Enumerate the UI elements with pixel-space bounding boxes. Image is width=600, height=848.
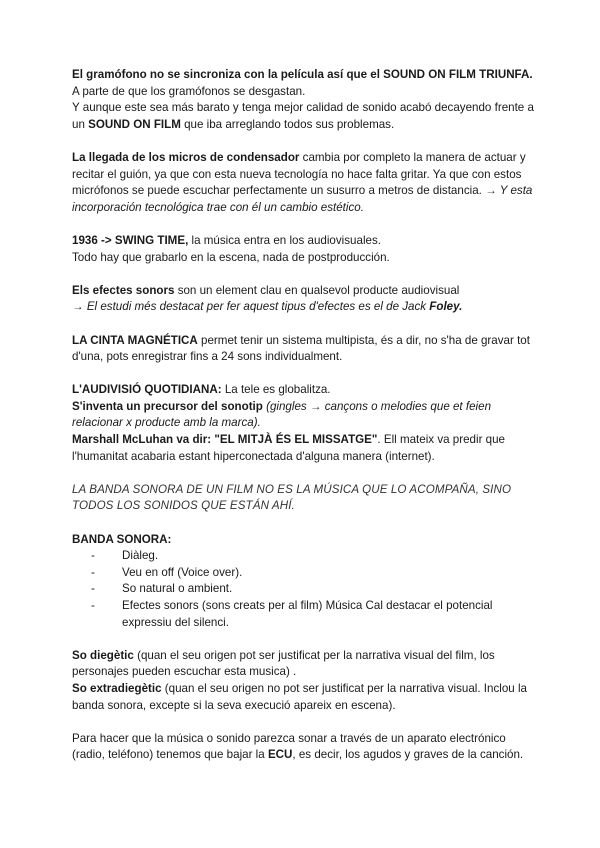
- list-item-text: So natural o ambient.: [122, 582, 233, 596]
- bold-italic-text: Foley.: [429, 300, 463, 314]
- bold-text: S'inventa un precursor del sonotip: [72, 399, 263, 413]
- italic-text: → El estudi més destacat per fer aquest tipus d'efectes es el de Jack: [72, 300, 430, 314]
- body-text: Todo hay que grabarlo en la escena, nada de postproducción.: [72, 250, 390, 264]
- italic-text: (gingles → cançons o melodies que et feien relacionar x producte amb la marca).: [72, 399, 492, 430]
- paragraph-daily-audiovision: [72, 382, 540, 465]
- bold-text: So extradiegètic: [72, 681, 162, 695]
- dash-list: [72, 548, 540, 631]
- bold-text: 1936 -> SWING TIME,: [72, 233, 189, 247]
- list-item-text: Diàleg.: [122, 549, 159, 563]
- section-banda-sonora: [72, 532, 540, 632]
- quote-soundtrack: LA BANDA SONORA DE UN FILM NO ES LA MÚSICA QUE LO ACOMPAÑA, SINO TODOS LOS SONIDOS QUE ESTÁN AHÍ.: [72, 482, 512, 513]
- paragraph-swing-time: [72, 233, 540, 266]
- bold-text: La llegada de los micros de condensador: [72, 150, 300, 164]
- body-text: La tele es globalitza.: [221, 383, 331, 397]
- section-heading: BANDA SONORA:: [72, 532, 172, 546]
- list-item: [91, 598, 540, 631]
- bold-text: So diegètic: [72, 648, 134, 662]
- bold-text: Marshall McLuhan va dir: "EL MITJÀ ÉS EL MISSATGE": [72, 433, 378, 447]
- paragraph-sound-on-film: [72, 67, 540, 133]
- bold-text: L'AUDIVISIÓ QUOTIDIANA:: [72, 383, 222, 397]
- bold-text: ECU: [267, 748, 293, 762]
- italic-text: → Y esta incorporación tecnológica trae con él un cambio estético.: [72, 184, 533, 214]
- body-text: A parte de que los gramófonos se desgastan.: [72, 84, 306, 98]
- dash-bullet: -: [91, 549, 95, 563]
- body-text: . Ell mateix va predir que l'humanitat acabaria estant hiperconectada d'alguna manera (internet).: [72, 433, 505, 463]
- body-text: la música entra en los audiovisuales.: [188, 233, 381, 247]
- bold-text: Els efectes sonors: [72, 283, 175, 297]
- list-item-text: Efectes sonors (sons creats per al film) Música Cal destacar el potencial expressiu del silenci.: [122, 599, 493, 629]
- bold-text: El gramófono no se sincroniza con la película así que el SOUND ON FILM TRIUNFA.: [72, 68, 533, 81]
- dash-bullet: -: [91, 599, 95, 612]
- bold-text: SOUND ON FILM: [88, 117, 181, 131]
- body-text: , es decir, los agudos y graves de la canción.: [292, 748, 524, 762]
- body-text: que iba arreglando todos sus problemas.: [180, 117, 395, 131]
- paragraph-condenser-mics: [72, 150, 540, 216]
- bold-text: LA CINTA MAGNÉTICA: [72, 333, 198, 347]
- body-text: (quan el seu origen no pot ser justificat per la narrativa visual. Inclou la banda sonora, excepte si la seva execució apareix en escena).: [72, 681, 527, 712]
- paragraph-sound-effects: [72, 283, 540, 316]
- body-text: Para hacer que la música o sonido parezca sonar a través de un aparato electrónico (radio, teléfono) tenemos que bajar la: [72, 731, 506, 762]
- dash-bullet: -: [91, 582, 95, 596]
- body-text: permet tenir un sistema multipista, és a dir, no s'ha de gravar tot d'una, pots enregistrar fins a 24 sons individualment.: [72, 333, 530, 364]
- dash-bullet: -: [91, 565, 95, 579]
- paragraph-ecu: [72, 731, 540, 764]
- body-text: (quan el seu origen pot ser justificat per la narrativa visual del film, los personajes pueden escuchar esta musica) .: [72, 648, 495, 679]
- body-text: son un element clau en qualsevol producte audiovisual: [174, 283, 460, 297]
- list-item: [91, 581, 540, 598]
- list-item: [91, 548, 540, 565]
- paragraph-diegetic: [72, 648, 540, 714]
- list-item: [91, 565, 540, 582]
- body-text: Y aunque este sea más barato y tenga mejor calidad de sonido acabó decayendo frente a un: [72, 101, 534, 131]
- list-item-text: Veu en off (Voice over).: [122, 565, 243, 579]
- body-text: cambia por completo la manera de actuar y recitar el guión, ya que con esta nueva tecnología no hace falta gritar. Ya que con estos micrófonos se puede escuchar perfectamente un susurro a metros de distancia.: [72, 150, 526, 198]
- paragraph-magnetic-tape: [72, 333, 540, 366]
